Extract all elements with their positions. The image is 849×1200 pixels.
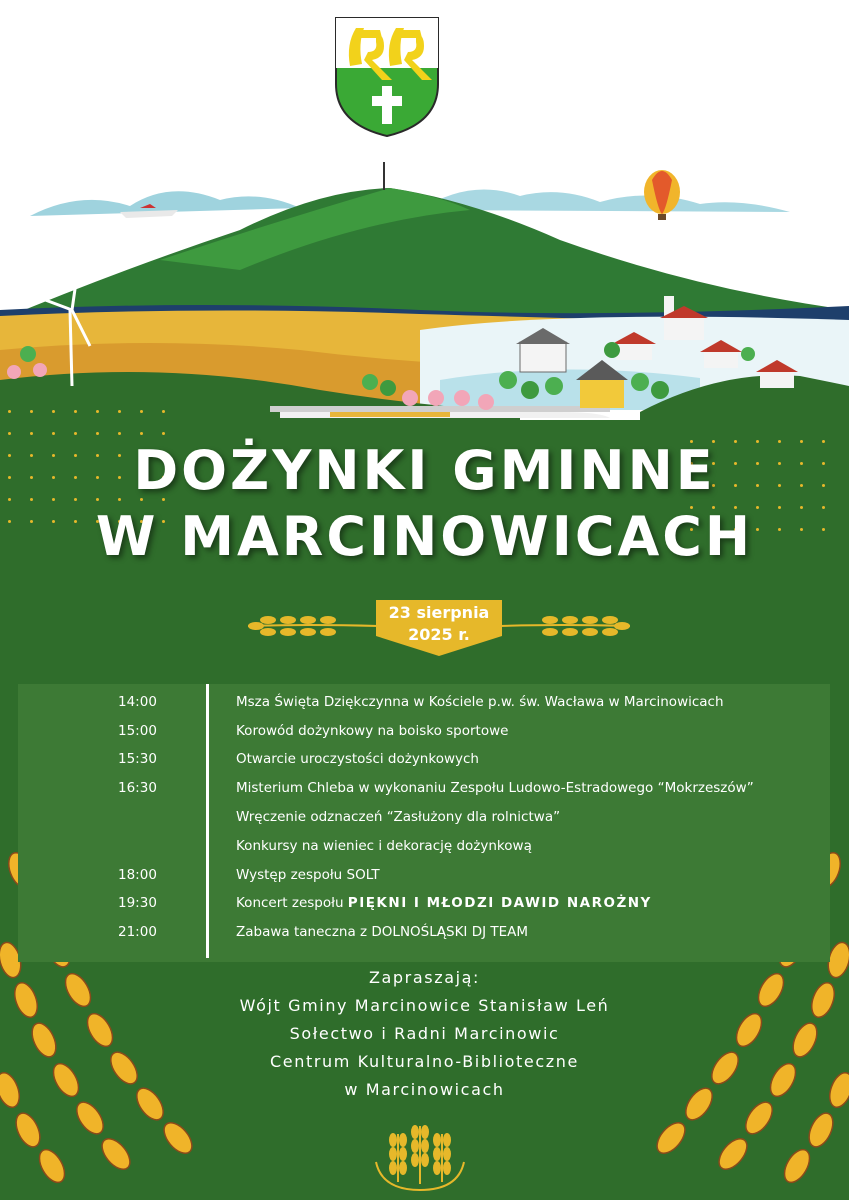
date-text	[372, 602, 506, 646]
schedule-event: Występ zespołu SOLT	[236, 867, 380, 883]
date-year: 2025 r.	[408, 625, 470, 644]
wheat-divider-left-icon	[248, 606, 378, 646]
schedule-time: 18:00	[118, 867, 157, 883]
organizers-block	[0, 964, 849, 1104]
decorative-dot	[52, 432, 55, 435]
schedule-time: 21:00	[118, 924, 157, 940]
schedule-row	[18, 717, 830, 745]
coat-of-arms-icon	[332, 14, 442, 140]
schedule-time: 19:30	[118, 895, 157, 911]
decorative-dot	[140, 432, 143, 435]
date-day: 23 sierpnia	[388, 603, 490, 622]
page-title	[0, 438, 849, 570]
schedule-event: Konkursy na wieniec i dekorację dożynkową	[236, 838, 532, 854]
organizer-line: w Marcinowicach	[344, 1080, 505, 1099]
decorative-dot	[74, 432, 77, 435]
decorative-dot	[52, 410, 55, 413]
decorative-dot	[140, 410, 143, 413]
organizers-heading: Zapraszają:	[368, 968, 481, 987]
schedule-time: 14:00	[118, 694, 157, 710]
schedule-event: Wręczenie odznaczeń “Zasłużony dla rolnictwa”	[236, 809, 561, 825]
decorative-dot	[96, 432, 99, 435]
decorative-dot	[8, 432, 11, 435]
schedule-event: Korowód dożynkowy na boisko sportowe	[236, 723, 509, 739]
decorative-dot	[162, 410, 165, 413]
schedule-event: Msza Święta Dziękczynna w Kościele p.w. św. Wacława w Marcinowicach	[236, 694, 724, 710]
schedule-event-headliner: PIĘKNI I MŁODZI DAWID NAROŻNY	[347, 895, 652, 911]
decorative-dot	[8, 410, 11, 413]
decorative-dot	[74, 410, 77, 413]
title-line-1: DOŻYNKI GMINNE	[133, 439, 716, 502]
wheat-divider-right-icon	[500, 606, 630, 646]
organizer-line: Wójt Gminy Marcinowice Stanisław Leń	[239, 996, 610, 1015]
schedule-row	[18, 803, 830, 831]
schedule-row	[18, 918, 830, 946]
schedule-time: 15:30	[118, 751, 157, 767]
schedule-time: 16:30	[118, 780, 157, 796]
schedule-row	[18, 745, 830, 773]
schedule-row	[18, 861, 830, 889]
schedule-event: Zabawa taneczna z DOLNOŚLĄSKI DJ TEAM	[236, 924, 529, 940]
schedule-row	[18, 889, 830, 917]
organizer-line: Sołectwo i Radni Marcinowic	[289, 1024, 560, 1043]
decorative-dot	[30, 410, 33, 413]
schedule-row	[18, 774, 830, 802]
decorative-dot	[118, 410, 121, 413]
schedule-row	[18, 832, 830, 860]
schedule-event	[236, 895, 652, 911]
organizer-line: Centrum Kulturalno-Biblioteczne	[270, 1052, 579, 1071]
landscape-illustration	[0, 150, 849, 440]
decorative-dot	[30, 432, 33, 435]
decorative-dot	[96, 410, 99, 413]
schedule-event-prefix: Koncert zespołu	[236, 895, 348, 911]
schedule-time: 15:00	[118, 723, 157, 739]
title-line-2: W MARCINOWICACH	[95, 505, 754, 568]
wheat-emblem-icon	[372, 1118, 468, 1194]
schedule-row	[18, 688, 830, 716]
decorative-dot	[162, 432, 165, 435]
schedule-event: Otwarcie uroczystości dożynkowych	[236, 751, 479, 767]
date-badge	[372, 596, 506, 658]
schedule-event: Misterium Chleba w wykonaniu Zespołu Ludowo-Estradowego “Mokrzeszów”	[236, 780, 754, 796]
decorative-dot	[118, 432, 121, 435]
